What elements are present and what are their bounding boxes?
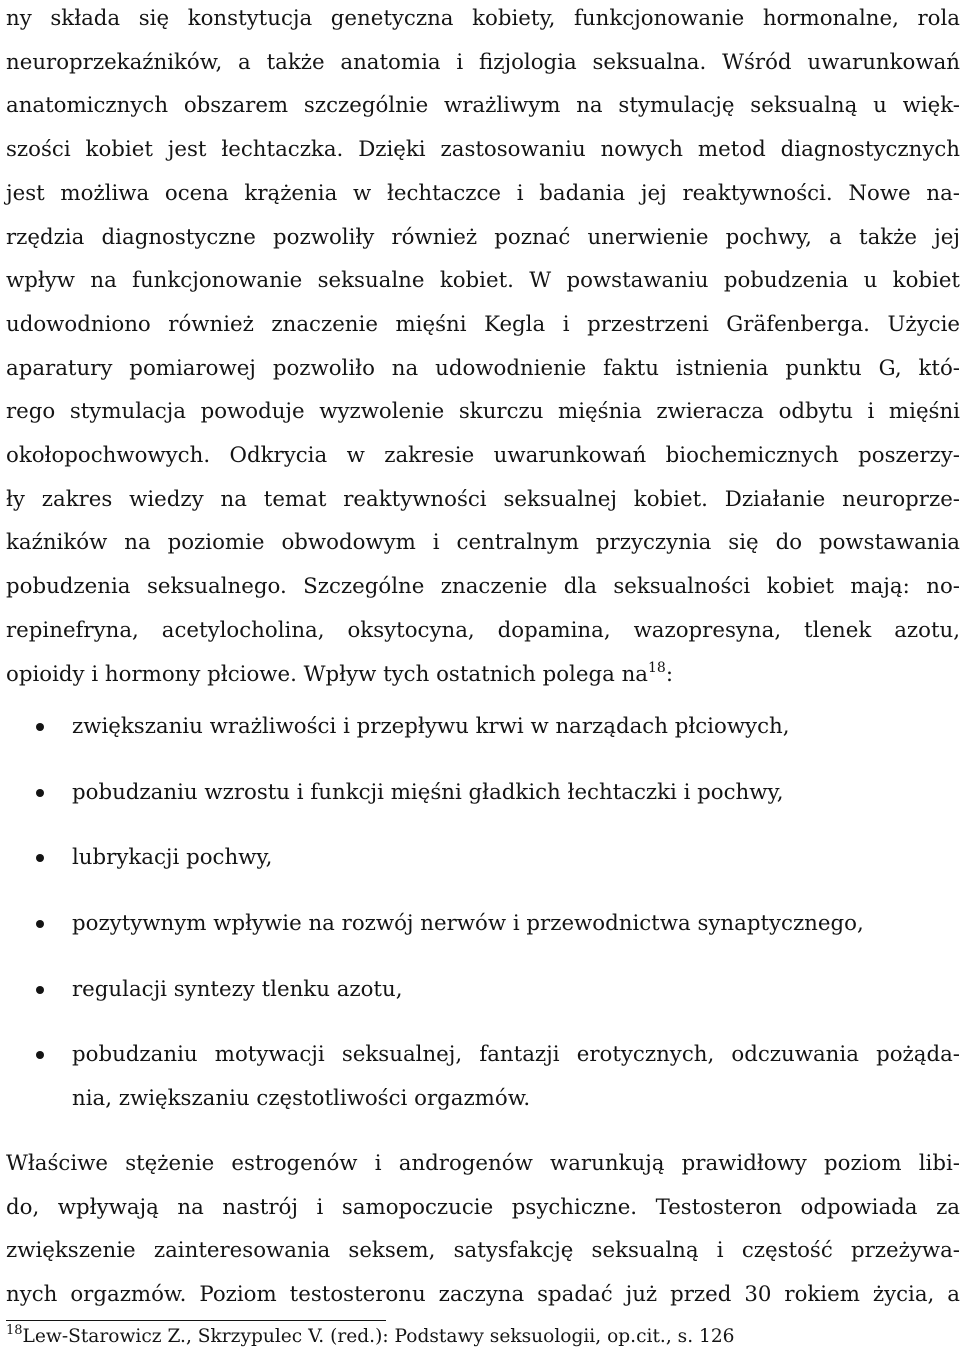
text-line: neuroprzekaźników, a także anatomia i fizjologia seksualna. Wśród uwarunkowań	[6, 49, 960, 75]
paragraph-1-last-text: opioidy i hormony płciowe. Wpływ tych ostatnich polega na	[6, 661, 648, 687]
text-line: udowodniono również znaczenie mięśni Kegla i przestrzeni Gräfenberga. Użycie	[6, 311, 960, 337]
text-line: zwiększenie zainteresowania seksem, satysfakcję seksualną i częstość przeżywa-	[6, 1238, 960, 1264]
text-line: okołopochwowych. Odkrycia w zakresie uwarunkowań biochemicznych poszerzy-	[6, 443, 960, 468]
text-line: do, wpływają na nastrój i samopoczucie psychiczne. Testosteron odpowiada za	[6, 1194, 960, 1220]
text-line: nia, zwiększaniu częstotliwości orgazmów.	[72, 1085, 531, 1111]
text-line: rzędzia diagnostyczne pozwoliły również poznać unerwienie pochwy, a także jej	[6, 224, 960, 250]
bullet-icon	[36, 854, 44, 862]
text-line: zwiększaniu wrażliwości i przepływu krwi w narządach płciowych,	[72, 714, 790, 739]
bullet-icon	[36, 789, 44, 797]
footnote-reference: 18	[648, 659, 666, 676]
text-line: lubrykacji pochwy,	[72, 845, 273, 870]
text-line: ły zakres wiedzy na temat reaktywności seksualnej kobiet. Działanie neuroprze-	[6, 486, 960, 512]
text-line: rego stymulacja powoduje wyzwolenie skurczu mięśnia zwieracza odbytu i mięśni	[6, 399, 960, 425]
footnote-rule	[6, 1320, 386, 1321]
text-line: szości kobiet jest łechtaczka. Dzięki zastosowaniu nowych metod diagnostycznych	[6, 137, 960, 163]
text-line: ny składa się konstytucja genetyczna kobiety, funkcjonowanie hormonalne, rola	[6, 6, 960, 31]
bullet-icon	[36, 986, 44, 994]
text-line	[6, 660, 960, 690]
text-line: repinefryna, acetylocholina, oksytocyna, dopamina, wazopresyna, tlenek azotu,	[6, 617, 960, 643]
text-line: pobudzaniu motywacji seksualnej, fantazji erotycznych, odczuwania pożąda-	[72, 1042, 960, 1067]
text-line: nych orgazmów. Poziom testosteronu zaczyna spadać już przed 30 rokiem życia, a	[6, 1282, 960, 1308]
text-line: wpływ na funkcjonowanie seksualne kobiet. W powstawaniu pobudzenia u kobiet	[6, 268, 960, 294]
footnote	[6, 1324, 960, 1350]
text-line: pobudzaniu wzrostu i funkcji mięśni gładkich łechtaczki i pochwy,	[72, 780, 784, 805]
text-line: regulacji syntezy tlenku azotu,	[72, 977, 403, 1002]
bullet-icon	[36, 920, 44, 928]
text-line: anatomicznych obszarem szczególnie wrażliwym na stymulację seksualną u więk-	[6, 93, 960, 119]
footnote-number: 18	[6, 1323, 23, 1338]
text-line: jest możliwa ocena krążenia w łechtaczce i badania jej reaktywności. Nowe na-	[6, 180, 960, 206]
bullet-icon	[36, 1051, 44, 1059]
footnote-text: Lew-Starowicz Z., Skrzypulec V. (red.): Podstawy seksuologii, op.cit., s. 126	[22, 1326, 735, 1347]
bullet-icon	[36, 723, 44, 731]
text-line: aparatury pomiarowej pozwoliło na udowodnienie faktu istnienia punktu G, któ-	[6, 355, 960, 381]
paragraph-1-end: :	[665, 661, 674, 687]
text-line: pozytywnym wpływie na rozwój nerwów i przewodnictwa synaptycznego,	[72, 911, 864, 936]
text-line: kaźników na poziomie obwodowym i centralnym przyczynia się do powstawania	[6, 530, 960, 556]
text-line: Właściwe stężenie estrogenów i androgenów warunkują prawidłowy poziom libi-	[6, 1151, 960, 1176]
text-line: pobudzenia seksualnego. Szczególne znaczenie dla seksualności kobiet mają: no-	[6, 574, 960, 600]
